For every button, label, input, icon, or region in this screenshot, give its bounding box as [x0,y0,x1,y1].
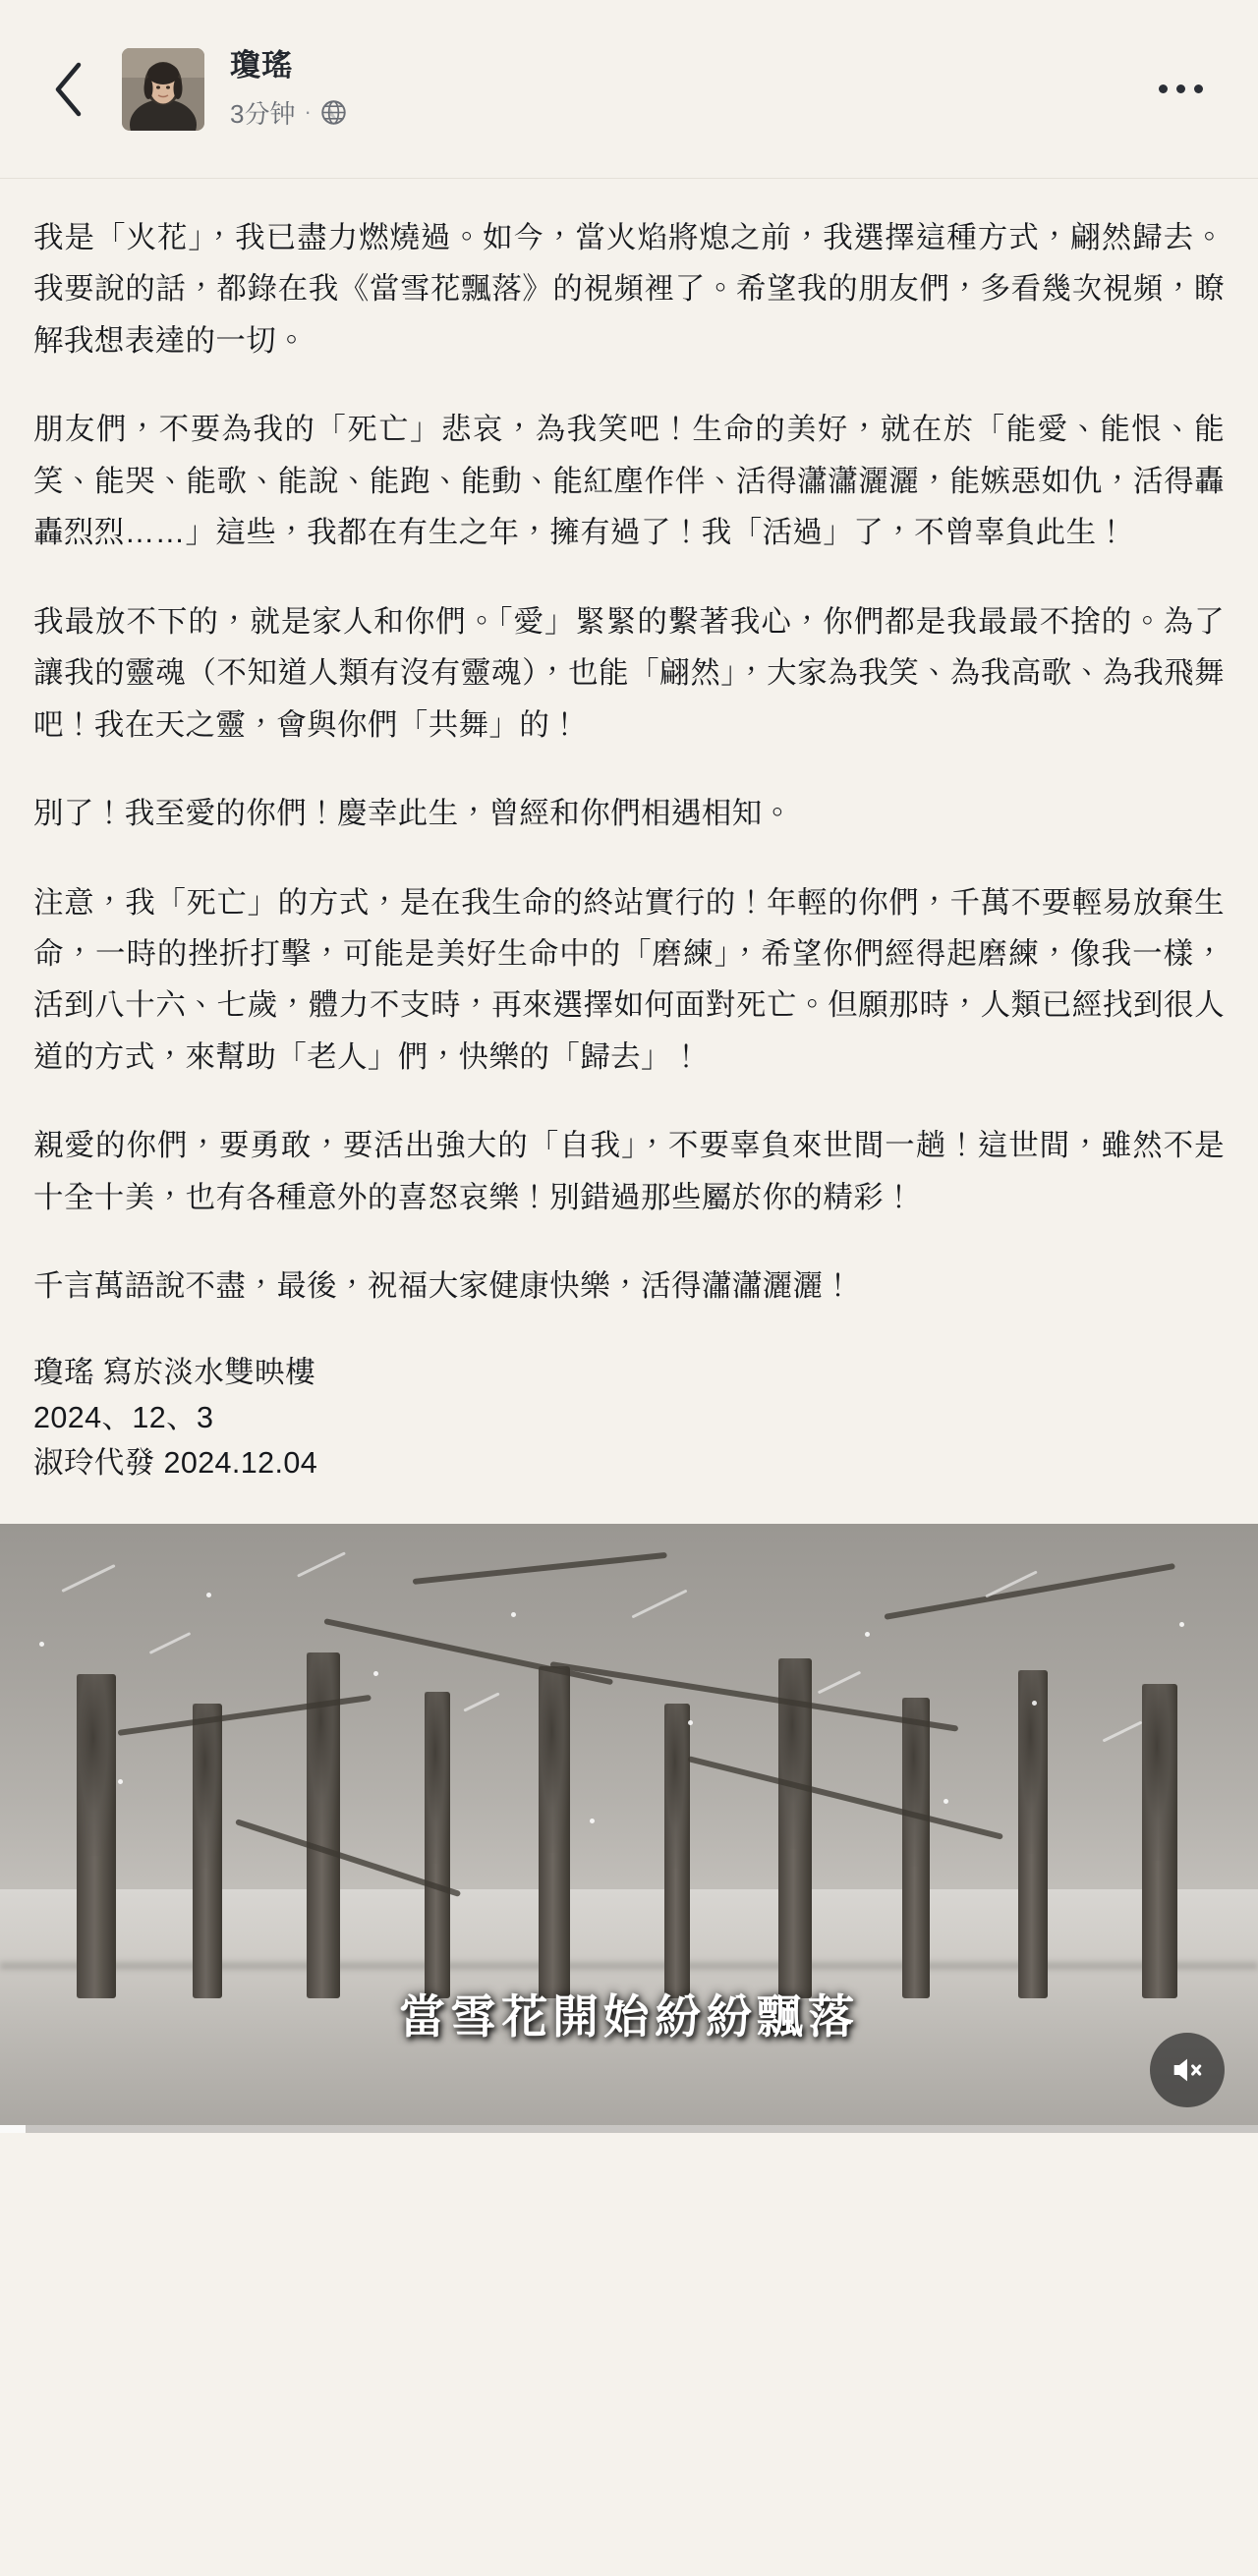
globe-icon[interactable] [320,99,347,126]
tree-trunk [1142,1684,1177,1998]
snowflake [206,1593,211,1597]
tree-canopy [193,1704,222,1869]
post-identity [230,47,1140,131]
avatar-image [122,48,204,131]
meta-separator: · [304,99,312,125]
post-meta [230,94,1140,131]
snowflake [1032,1701,1037,1706]
tree-canopy [307,1652,340,1846]
snowflake [373,1671,378,1676]
post-signature [33,1350,1225,1486]
more-options-button[interactable] [1140,55,1221,124]
tree-trunk [77,1674,116,1998]
tree-canopy [77,1674,116,1856]
video-progress-bar[interactable] [0,2125,1258,2133]
post-paragraph: 千言萬語說不盡，最後，祝福大家健康快樂，活得瀟瀟灑灑！ [33,1269,854,1304]
snow-sky [0,1524,1258,1901]
tree-canopy [539,1666,570,1852]
tree-trunk [193,1704,222,1998]
snowflake [865,1632,870,1637]
post-paragraph: 注意，我「死亡」的方式，是在我生命的終站實行的！年輕的你們，千萬不要輕易放棄生命，一時的挫折打擊，可能是美好生命中的「磨練」，希望你們經得起磨練，像我一樣，活到八十六、七歲，體力不支時，再來選擇如何面對死亡。但願那時，人類已經找到很人道的方式，來幫助「老人」們，快樂的「歸去」！ [33,885,1225,1074]
snowflake [1179,1622,1184,1627]
signature-line: 淑玲代發 2024.12.04 [33,1446,318,1481]
post-timestamp: 3分钟 [230,98,296,129]
signature-line: 2024、12、3 [33,1401,214,1435]
tree-canopy [1018,1670,1048,1854]
speaker-muted-icon [1168,2050,1207,2090]
back-button[interactable] [29,50,108,129]
tree-trunk [778,1658,812,1998]
attached-video[interactable] [0,1524,1258,2133]
video-progress-fill [0,2125,26,2133]
tree-trunk [539,1666,570,1998]
tree-canopy [778,1658,812,1849]
post-body [0,179,1258,1496]
more-dot-3 [1194,84,1203,93]
post-paragraph: 親愛的你們，要勇敢，要活出強大的「自我」，不要辜負來世間一趟！這世間，雖然不是十全十美，也有各種意外的喜怒哀樂！別錯過那些屬於你的精彩！ [33,1129,1225,1214]
tree-trunk [1018,1670,1048,1998]
snowflake [511,1612,516,1617]
post-paragraph: 別了！我至愛的你們！慶幸此生，曾經和你們相遇相知。 [33,797,793,831]
more-dot-1 [1159,84,1168,93]
snowflake [39,1642,44,1647]
avatar[interactable] [122,48,204,131]
snowflake [590,1819,595,1823]
tree-trunk [902,1698,930,1998]
post-paragraph: 我最放不下的，就是家人和你們。「愛」緊緊的繫著我心，你們都是我最最不捨的。為了讓我的靈魂（不知道人類有沒有靈魂），也能「翩然」，大家為我笑、為我高歌、為我飛舞吧！我在天之靈，會與你們「共舞」的！ [33,604,1225,742]
snowflake [118,1779,123,1784]
mute-toggle-button[interactable] [1150,2033,1225,2107]
author-name[interactable]: 瓊瑤 [230,48,293,84]
chevron-left-icon [50,60,87,119]
snowflake [944,1799,948,1804]
post-paragraph: 朋友們，不要為我的「死亡」悲哀，為我笑吧！生命的美好，就在於「能愛、能恨、能笑、能哭、能歌、能說、能跑、能動、能紅塵作伴、活得瀟瀟灑灑，能嫉惡如仇，活得轟轟烈烈……」這些，我都在有生之年，擁有過了！我「活過」了，不曾辜負此生！ [33,413,1225,550]
post-header [0,0,1258,179]
tree-canopy [1142,1684,1177,1860]
signature-line: 瓊瑤 寫於淡水雙映樓 [33,1355,315,1389]
snowflake [688,1720,693,1725]
tree-canopy [425,1692,450,1864]
tree-trunk [664,1704,690,1998]
more-dot-2 [1176,84,1185,93]
tree-trunk [425,1692,450,1998]
tree-canopy [664,1704,690,1869]
post-paragraph: 我是「火花」，我已盡力燃燒過。如今，當火焰將熄之前，我選擇這種方式，翩然歸去。我要說的話，都錄在我《當雪花飄落》的視頻裡了。希望我的朋友們，多看幾次視頻，瞭解我想表達的一切。 [33,221,1225,358]
video-caption: 當雪花開始紛紛飄落 [399,1989,859,2043]
